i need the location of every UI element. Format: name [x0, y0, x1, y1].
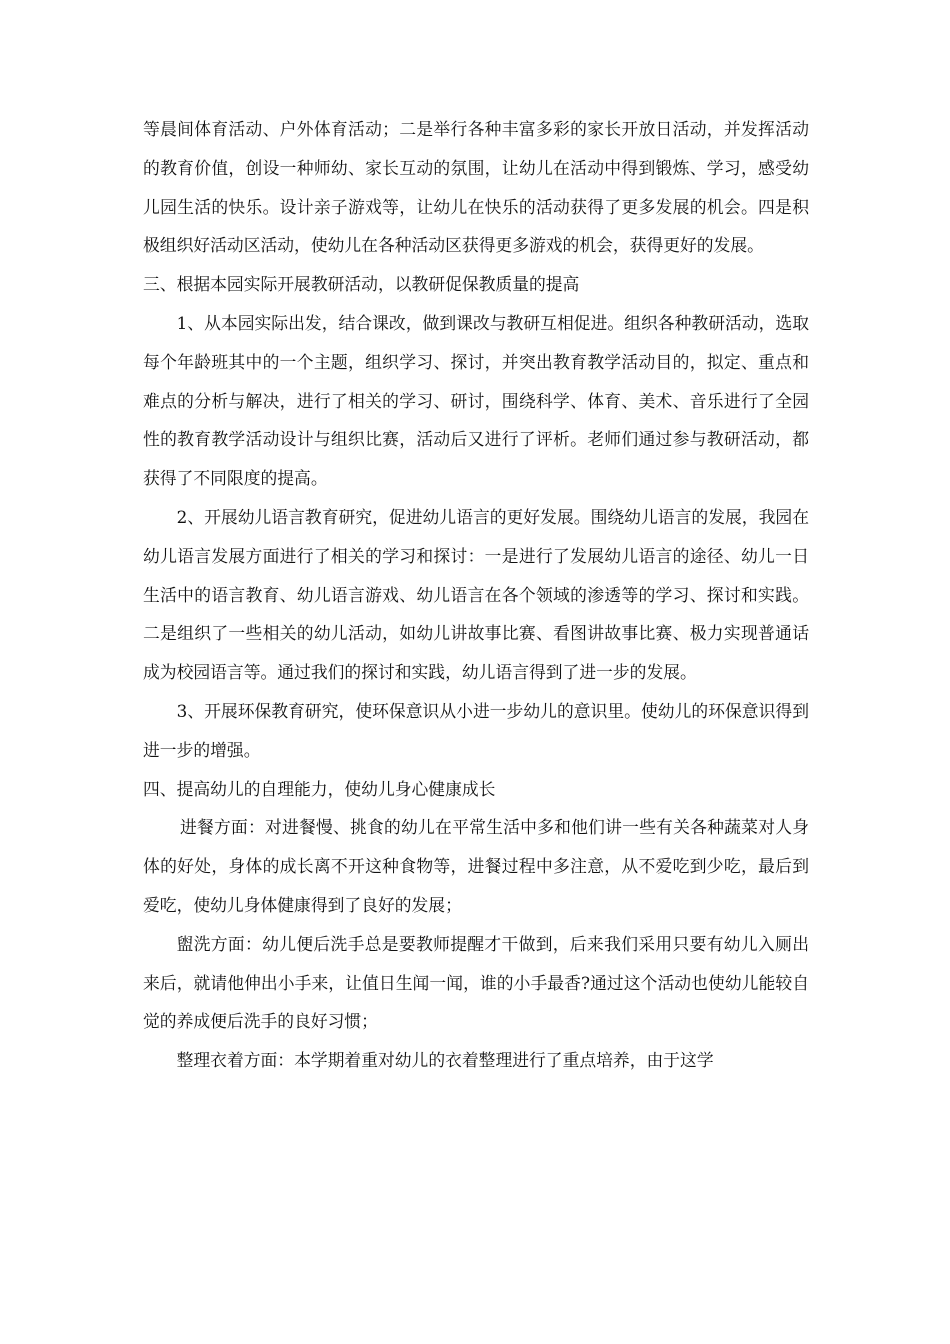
paragraph-item-1: 1、从本园实际出发，结合课改，做到课改与教研互相促进。组织各种教研活动，选取每个年龄班其中的一个主题，组织学习、探讨，并突出教育教学活动目的，拟定、重点和难点的分析与解决，进行了相关的学习、研讨，围绕科学、体育、美术、音乐进行了全园性的教育教学活动设计与组织比赛，活动后又进行了评析。老师们通过参与教研活动，都获得了不同限度的提高。 [143, 312, 809, 489]
paragraph-clothing: 整理衣着方面：本学期着重对幼儿的衣着整理进行了重点培养，由于这学 [176, 1050, 714, 1071]
paragraph-item-3: 3、开展环保教育研究，使环保意识从小进一步幼儿的意识里。使幼儿的环保意识得到进一步的增强。 [143, 700, 809, 760]
document-body [143, 110, 809, 1080]
section-heading-3: 三、根据本园实际开展教研活动，以教研促保教质量的提高 [143, 274, 580, 295]
paragraph-washing: 盥洗方面：幼儿便后洗手总是要教师提醒才干做到，后来我们采用只要有幼儿入厕出来后，就请他伸出小手来，让值日生闻一闻，谁的小手最香?通过这个活动也使幼儿能较自觉的养成便后洗手的良好习惯； [143, 933, 809, 1032]
paragraph-continuation: 等晨间体育活动、户外体育活动；二是举行各种丰富多彩的家长开放日活动，并发挥活动的教育价值，创设一种师幼、家长互动的氛围，让幼儿在活动中得到锻炼、学习，感受幼儿园生活的快乐。设计亲子游戏等，让幼儿在快乐的活动获得了更多发展的机会。四是积极组织好活动区活动，使幼儿在各种活动区获得更多游戏的机会，获得更好的发展。 [143, 119, 809, 256]
section-heading-4: 四、提高幼儿的自理能力，使幼儿身心健康成长 [143, 778, 496, 799]
paragraph-item-2: 2、开展幼儿语言教育研究，促进幼儿语言的更好发展。围绕幼儿语言的发展，我园在幼儿语言发展方面进行了相关的学习和探讨：一是进行了发展幼儿语言的途径、幼儿一日生活中的语言教育、幼儿语言游戏、幼儿语言在各个领域的渗透等的学习、探讨和实践。二是组织了一些相关的幼儿活动，如幼儿讲故事比赛、看图讲故事比赛、极力实现普通话成为校园语言等。通过我们的探讨和实践，幼儿语言得到了进一步的发展。 [143, 506, 809, 683]
paragraph-dining: 进餐方面：对进餐慢、挑食的幼儿在平常生活中多和他们讲一些有关各种蔬菜对人身体的好处，身体的成长离不开这种食物等，进餐过程中多注意，从不爱吃到少吃，最后到爱吃，使幼儿身体健康得到了良好的发展； [143, 817, 809, 915]
